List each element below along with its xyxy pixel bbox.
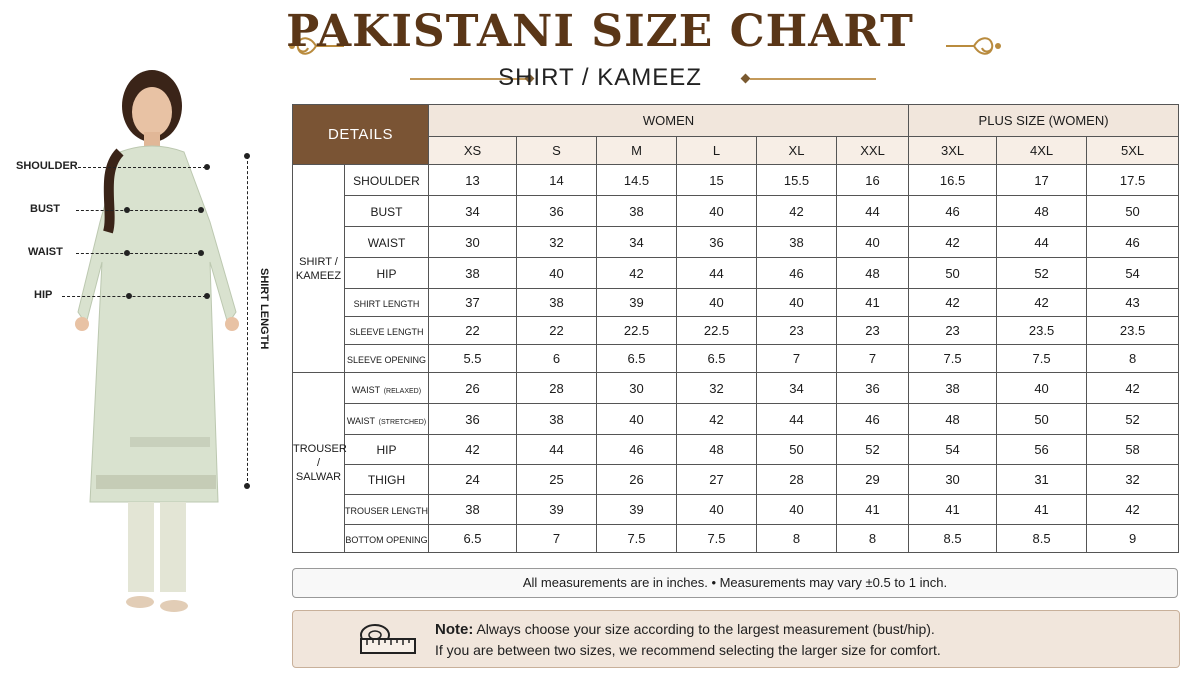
size-value-cell: 5.5 [429, 345, 517, 373]
bust-marker-right [198, 207, 204, 213]
size-value-cell: 31 [997, 465, 1087, 495]
size-value-cell: 38 [757, 227, 837, 258]
row-label [345, 196, 429, 227]
size-value-cell: 40 [677, 289, 757, 317]
row-label-text: THIGH [367, 473, 406, 487]
size-header-xxl: XXL [837, 137, 909, 165]
size-value-cell: 22.5 [597, 317, 677, 345]
size-value-cell: 42 [909, 289, 997, 317]
size-value-cell: 8.5 [909, 525, 997, 553]
size-value-cell: 7 [837, 345, 909, 373]
size-value-cell: 32 [517, 227, 597, 258]
bust-guide-line [76, 210, 202, 211]
size-header-3xl: 3XL [909, 137, 997, 165]
size-value-cell: 14 [517, 165, 597, 196]
measurement-info-bar: All measurements are in inches. • Measurements may vary ±0.5 to 1 inch. [292, 568, 1178, 598]
size-value-cell: 46 [837, 404, 909, 435]
table-row [293, 289, 1179, 317]
size-value-cell: 46 [1087, 227, 1179, 258]
shoulder-label: SHOULDER [16, 160, 78, 172]
row-label-text: HIP [376, 266, 397, 281]
size-value-cell: 30 [909, 465, 997, 495]
table-row [293, 345, 1179, 373]
size-value-cell: 6 [517, 345, 597, 373]
size-value-cell: 29 [837, 465, 909, 495]
row-label [345, 465, 429, 495]
table-row [293, 165, 1179, 196]
subtitle-line-right [750, 78, 876, 80]
size-value-cell: 16 [837, 165, 909, 196]
size-value-cell: 8 [757, 525, 837, 553]
table-row [293, 227, 1179, 258]
row-label-text: TROUSER LENGTH [345, 506, 429, 516]
size-value-cell: 17.5 [1087, 165, 1179, 196]
table-row [293, 495, 1179, 525]
row-label [345, 495, 429, 525]
size-value-cell: 46 [757, 258, 837, 289]
size-value-cell: 7.5 [997, 345, 1087, 373]
row-label [345, 404, 429, 435]
size-value-cell: 37 [429, 289, 517, 317]
size-value-cell: 15 [677, 165, 757, 196]
table-row [293, 435, 1179, 465]
women-group-header: WOMEN [429, 105, 909, 137]
plus-size-group-header: PLUS SIZE (WOMEN) [909, 105, 1179, 137]
row-label-text: SLEEVE OPENING [346, 355, 427, 365]
row-label [345, 258, 429, 289]
size-header-m: M [597, 137, 677, 165]
size-value-cell: 25 [517, 465, 597, 495]
size-value-cell: 34 [429, 196, 517, 227]
size-value-cell: 46 [909, 196, 997, 227]
size-value-cell: 48 [837, 258, 909, 289]
table-row [293, 465, 1179, 495]
size-value-cell: 52 [997, 258, 1087, 289]
model-figure-image [60, 62, 260, 622]
size-value-cell: 40 [677, 495, 757, 525]
size-chart-table [292, 104, 1179, 553]
size-value-cell: 39 [517, 495, 597, 525]
size-value-cell: 7.5 [909, 345, 997, 373]
hip-label: HIP [34, 289, 53, 301]
row-label [345, 165, 429, 196]
row-label [345, 317, 429, 345]
row-label-subtext: (STRETCHED) [378, 418, 427, 426]
size-header-l: L [677, 137, 757, 165]
size-value-cell: 40 [757, 289, 837, 317]
row-label-text: BOTTOM OPENING [345, 535, 428, 545]
size-header-4xl: 4XL [997, 137, 1087, 165]
size-value-cell: 40 [677, 196, 757, 227]
size-value-cell: 40 [517, 258, 597, 289]
size-value-cell: 15.5 [757, 165, 837, 196]
bust-marker-left [124, 207, 130, 213]
size-value-cell: 26 [429, 373, 517, 404]
size-value-cell: 40 [597, 404, 677, 435]
size-header-s: S [517, 137, 597, 165]
note-label: Note: [435, 621, 474, 638]
size-value-cell: 40 [757, 495, 837, 525]
size-value-cell: 27 [677, 465, 757, 495]
shoulder-marker [204, 164, 210, 170]
size-value-cell: 42 [1087, 373, 1179, 404]
shirt-length-bottom-marker [244, 483, 250, 489]
size-value-cell: 50 [997, 404, 1087, 435]
size-value-cell: 38 [517, 404, 597, 435]
size-value-cell: 8 [837, 525, 909, 553]
size-value-cell: 44 [757, 404, 837, 435]
size-value-cell: 40 [997, 373, 1087, 404]
row-label-text: WAIST [346, 415, 376, 426]
size-value-cell: 26 [597, 465, 677, 495]
size-value-cell: 38 [597, 196, 677, 227]
waist-marker-left [124, 250, 130, 256]
size-value-cell: 42 [1087, 495, 1179, 525]
size-value-cell: 43 [1087, 289, 1179, 317]
size-value-cell: 44 [517, 435, 597, 465]
size-value-cell: 7.5 [597, 525, 677, 553]
size-header-xs: XS [429, 137, 517, 165]
size-value-cell: 48 [677, 435, 757, 465]
size-value-cell: 38 [429, 258, 517, 289]
size-value-cell: 56 [997, 435, 1087, 465]
size-value-cell: 23.5 [997, 317, 1087, 345]
size-value-cell: 42 [429, 435, 517, 465]
size-value-cell: 23.5 [1087, 317, 1179, 345]
size-value-cell: 42 [757, 196, 837, 227]
waist-marker-right [198, 250, 204, 256]
table-row [293, 258, 1179, 289]
size-value-cell: 36 [677, 227, 757, 258]
size-value-cell: 28 [517, 373, 597, 404]
size-value-cell: 23 [837, 317, 909, 345]
table-row [293, 525, 1179, 553]
row-label-text: WAIST [367, 235, 406, 250]
row-label-text: BUST [370, 204, 403, 219]
hip-guide-line [62, 296, 206, 297]
size-value-cell: 36 [429, 404, 517, 435]
size-value-cell: 30 [597, 373, 677, 404]
size-value-cell: 17 [997, 165, 1087, 196]
row-label [345, 345, 429, 373]
size-value-cell: 24 [429, 465, 517, 495]
size-value-cell: 38 [517, 289, 597, 317]
size-value-cell: 6.5 [677, 345, 757, 373]
table-row [293, 196, 1179, 227]
size-value-cell: 39 [597, 289, 677, 317]
shoulder-guide-line [78, 167, 206, 168]
row-label [345, 525, 429, 553]
shirt-length-guide-line [247, 156, 248, 486]
bust-label: BUST [30, 203, 60, 215]
size-value-cell: 50 [757, 435, 837, 465]
size-value-cell: 7.5 [677, 525, 757, 553]
table-row [293, 317, 1179, 345]
size-header-xl: XL [757, 137, 837, 165]
size-value-cell: 38 [909, 373, 997, 404]
size-value-cell: 13 [429, 165, 517, 196]
size-value-cell: 54 [1087, 258, 1179, 289]
size-value-cell: 14.5 [597, 165, 677, 196]
row-label-text: SHIRT LENGTH [353, 299, 420, 309]
size-value-cell: 50 [909, 258, 997, 289]
row-label [345, 289, 429, 317]
waist-guide-line [76, 253, 202, 254]
details-header: DETAILS [293, 105, 429, 165]
size-value-cell: 22 [517, 317, 597, 345]
note-text [435, 619, 941, 660]
size-value-cell: 41 [997, 495, 1087, 525]
size-value-cell: 36 [517, 196, 597, 227]
measuring-tape-icon [357, 621, 417, 657]
section-label: TROUSER / SALWAR [293, 373, 345, 553]
row-label-text: WAIST [351, 384, 381, 395]
row-label [345, 435, 429, 465]
page-title: PAKISTANI SIZE CHART [286, 6, 914, 57]
size-value-cell: 34 [757, 373, 837, 404]
shirt-length-label: SHIRT LENGTH [258, 268, 270, 350]
table-row [293, 373, 1179, 404]
size-value-cell: 42 [597, 258, 677, 289]
size-value-cell: 52 [1087, 404, 1179, 435]
ornament-right-icon [944, 26, 1004, 66]
size-value-cell: 23 [909, 317, 997, 345]
size-value-cell: 16.5 [909, 165, 997, 196]
note-line-2: If you are between two sizes, we recommend selecting the larger size for comfort. [435, 642, 941, 658]
size-value-cell: 34 [597, 227, 677, 258]
size-value-cell: 54 [909, 435, 997, 465]
section-label: SHIRT / KAMEEZ [293, 165, 345, 373]
size-value-cell: 7 [757, 345, 837, 373]
size-value-cell: 46 [597, 435, 677, 465]
size-value-cell: 30 [429, 227, 517, 258]
size-value-cell: 44 [837, 196, 909, 227]
size-value-cell: 41 [837, 289, 909, 317]
size-value-cell: 6.5 [597, 345, 677, 373]
note-line-1: Always choose your size according to the largest measurement (bust/hip). [476, 621, 935, 637]
size-value-cell: 48 [909, 404, 997, 435]
row-label [345, 373, 429, 404]
size-value-cell: 7 [517, 525, 597, 553]
row-label [345, 227, 429, 258]
size-value-cell: 50 [1087, 196, 1179, 227]
size-value-cell: 8.5 [997, 525, 1087, 553]
hip-marker-left [126, 293, 132, 299]
size-value-cell: 8 [1087, 345, 1179, 373]
shirt-length-top-marker [244, 153, 250, 159]
size-value-cell: 44 [997, 227, 1087, 258]
size-value-cell: 38 [429, 495, 517, 525]
size-value-cell: 22 [429, 317, 517, 345]
size-value-cell: 58 [1087, 435, 1179, 465]
row-label-text: HIP [376, 443, 397, 457]
row-label-subtext: (RELAXED) [383, 387, 422, 395]
size-value-cell: 36 [837, 373, 909, 404]
size-value-cell: 6.5 [429, 525, 517, 553]
size-value-cell: 40 [837, 227, 909, 258]
size-value-cell: 39 [597, 495, 677, 525]
size-value-cell: 32 [1087, 465, 1179, 495]
size-value-cell: 44 [677, 258, 757, 289]
size-value-cell: 22.5 [677, 317, 757, 345]
row-label-text: SLEEVE LENGTH [349, 327, 424, 337]
table-row [293, 404, 1179, 435]
page-subtitle: SHIRT / KAMEEZ [498, 64, 702, 91]
row-label-text: SHOULDER [353, 173, 420, 188]
size-value-cell: 42 [909, 227, 997, 258]
size-value-cell: 23 [757, 317, 837, 345]
size-value-cell: 32 [677, 373, 757, 404]
size-value-cell: 42 [997, 289, 1087, 317]
waist-label: WAIST [28, 246, 63, 258]
size-value-cell: 52 [837, 435, 909, 465]
size-value-cell: 42 [677, 404, 757, 435]
size-value-cell: 41 [909, 495, 997, 525]
size-value-cell: 9 [1087, 525, 1179, 553]
size-value-cell: 48 [997, 196, 1087, 227]
size-header-5xl: 5XL [1087, 137, 1179, 165]
note-box [292, 610, 1180, 668]
hip-marker-right [204, 293, 210, 299]
size-value-cell: 28 [757, 465, 837, 495]
size-value-cell: 41 [837, 495, 909, 525]
